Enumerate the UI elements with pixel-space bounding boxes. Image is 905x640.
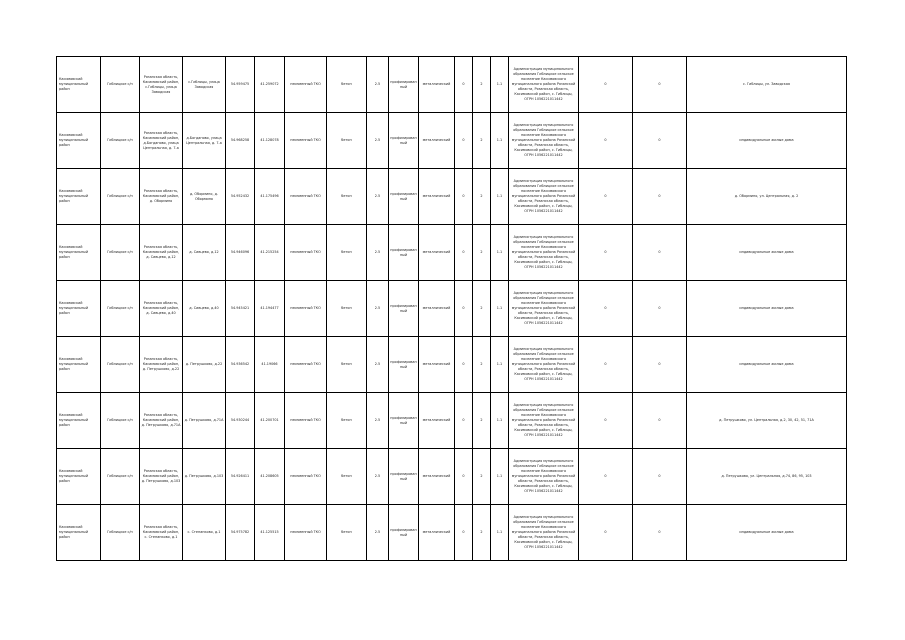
registry-table [56,56,847,561]
count-a-cell: 0 [455,169,473,225]
fence-cell: металлический [419,57,455,113]
latitude-cell: 54.945421 [226,281,255,337]
settlement-cell: Гиблицкое с/п [101,281,140,337]
count-b-cell: 2 [473,337,491,393]
count-d-cell: 0 [633,225,687,281]
count-c-cell: 0 [579,505,633,561]
district-cell: Касимовский муниципальный район [57,57,101,113]
fence-cell: металлический [419,169,455,225]
address-local-cell: д. Петрушково, д.71А [183,393,226,449]
area-cell: 2.5 [367,505,389,561]
surface-cell: бетон [327,225,367,281]
volume-cell: 1.1 [491,113,509,169]
fence-cell: металлический [419,281,455,337]
container-type-cell: профилированный [389,281,419,337]
count-b-cell: 2 [473,505,491,561]
count-a-cell: 0 [455,113,473,169]
settlement-cell: Гиблицкое с/п [101,449,140,505]
address-local-cell: д. Обормино, д. Обормино [183,169,226,225]
count-c-cell: 0 [579,225,633,281]
count-d-cell: 0 [633,113,687,169]
count-d-cell: 0 [633,393,687,449]
count-c-cell: 0 [579,337,633,393]
owner-cell: Администрация муниципального образования Гиблицкое сельское поселение Касимовского муниципального района Рязанской области, Рязанская область, Касимовский район, с. Гиблицы, ОГРН 1056221011442 [509,393,579,449]
count-d-cell: 0 [633,57,687,113]
district-cell: Касимовский муниципальный район [57,337,101,393]
longitude-cell: 41.200701 [255,393,285,449]
address-region-cell: Рязанская область, Касимовский район, д.Богданово, улица Центральная, д. 7-а [140,113,183,169]
table-row [57,57,847,113]
area-cell: 2.5 [367,281,389,337]
surface-cell: бетон [327,449,367,505]
fence-cell: металлический [419,393,455,449]
container-type-cell: профилированный [389,169,419,225]
address-region-cell: Рязанская область, Касимовский район, д. Петрушково, д.71А [140,393,183,449]
latitude-cell: 54.952432 [226,169,255,225]
address-local-cell: д. Сивцево, д.12 [183,225,226,281]
purpose-cell: неизменный ТКО [285,337,327,393]
latitude-cell: 54.946096 [226,225,255,281]
address-local-cell: д. Сивцево, д.40 [183,281,226,337]
surface-cell: бетон [327,505,367,561]
count-a-cell: 0 [455,281,473,337]
owner-cell: Администрация муниципального образования Гиблицкое сельское поселение Касимовского муниципального района Рязанской области, Рязанская область, Касимовский район, с. Гиблицы, ОГРН 1056221011442 [509,281,579,337]
owner-cell: Администрация муниципального образования Гиблицкое сельское поселение Касимовского муниципального района Рязанской области, Рязанская область, Касимовский район, с. Гиблицы, ОГРН 1056221011442 [509,169,579,225]
count-c-cell: 0 [579,169,633,225]
container-type-cell: профилированный [389,393,419,449]
district-cell: Касимовский муниципальный район [57,281,101,337]
count-d-cell: 0 [633,169,687,225]
longitude-cell: 41.259072 [255,57,285,113]
district-cell: Касимовский муниципальный район [57,505,101,561]
count-d-cell: 0 [633,449,687,505]
district-cell: Касимовский муниципальный район [57,449,101,505]
area-cell: 2.5 [367,225,389,281]
latitude-cell: 54.936542 [226,337,255,393]
settlement-cell: Гиблицкое с/п [101,393,140,449]
count-b-cell: 2 [473,57,491,113]
container-type-cell: профилированный [389,337,419,393]
surface-cell: бетон [327,113,367,169]
owner-cell: Администрация муниципального образования Гиблицкое сельское поселение Касимовского муниципального района Рязанской области, Рязанская область, Касимовский район, с. Гиблицы, ОГРН 1056221011442 [509,225,579,281]
address-region-cell: Рязанская область, Касимовский район, д. Сивцево, д.40 [140,281,183,337]
count-a-cell: 0 [455,225,473,281]
settlement-cell: Гиблицкое с/п [101,113,140,169]
table-row [57,393,847,449]
table-row [57,169,847,225]
sources-cell: д. Обормино, ул. Центральная, д. 2 [687,169,847,225]
purpose-cell: неизменный ТКО [285,505,327,561]
latitude-cell: 54.959475 [226,57,255,113]
volume-cell: 1.1 [491,337,509,393]
volume-cell: 1.1 [491,449,509,505]
latitude-cell: 54.930244 [226,393,255,449]
container-type-cell: профилированный [389,57,419,113]
area-cell: 2.5 [367,393,389,449]
district-cell: Касимовский муниципальный район [57,169,101,225]
table-row [57,337,847,393]
owner-cell: Администрация муниципального образования Гиблицкое сельское поселение Касимовского муниципального района Рязанской области, Рязанская область, Касимовский район, с. Гиблицы, ОГРН 1056221011442 [509,113,579,169]
longitude-cell: 41.175496 [255,169,285,225]
longitude-cell: 41.128078 [255,113,285,169]
latitude-cell: 54.975782 [226,505,255,561]
table-row [57,113,847,169]
surface-cell: бетон [327,393,367,449]
count-a-cell: 0 [455,57,473,113]
count-c-cell: 0 [579,449,633,505]
container-type-cell: профилированный [389,505,419,561]
purpose-cell: неизменный ТКО [285,393,327,449]
purpose-cell: неизменный ТКО [285,449,327,505]
settlement-cell: Гиблицкое с/п [101,169,140,225]
sources-cell: с. Гиблицы, ул. Заводская [687,57,847,113]
purpose-cell: неизменный ТКО [285,113,327,169]
fence-cell: металлический [419,449,455,505]
address-local-cell: с. Степанково, д.1 [183,505,226,561]
sources-cell: д. Петрушково, ул. Центральная, д.74, 86, 95, 103 [687,449,847,505]
surface-cell: бетон [327,57,367,113]
settlement-cell: Гиблицкое с/п [101,337,140,393]
count-b-cell: 2 [473,449,491,505]
container-type-cell: профилированный [389,225,419,281]
volume-cell: 1.1 [491,169,509,225]
address-region-cell: Рязанская область, Касимовский район, д. Петрушково, д.103 [140,449,183,505]
address-region-cell: Рязанская область, Касимовский район, д. Обормино [140,169,183,225]
volume-cell: 1.1 [491,57,509,113]
volume-cell: 1.1 [491,281,509,337]
purpose-cell: неизменный ТКО [285,225,327,281]
sources-cell: индивидуальные жилые дома [687,225,847,281]
district-cell: Касимовский муниципальный район [57,113,101,169]
settlement-cell: Гиблицкое с/п [101,225,140,281]
longitude-cell: 41.215254 [255,225,285,281]
longitude-cell: 41.194477 [255,281,285,337]
area-cell: 2.5 [367,337,389,393]
address-region-cell: Рязанская область, Касимовский район, д. Петрушково, д.22 [140,337,183,393]
area-cell: 2.5 [367,113,389,169]
volume-cell: 1.1 [491,393,509,449]
purpose-cell: неизменный ТКО [285,169,327,225]
count-a-cell: 0 [455,449,473,505]
owner-cell: Администрация муниципального образования Гиблицкое сельское поселение Касимовского муниципального района Рязанской области, Рязанская область, Касимовский район, с. Гиблицы, ОГРН 1056221011442 [509,337,579,393]
table-row [57,281,847,337]
longitude-cell: 41.208605 [255,449,285,505]
volume-cell: 1.1 [491,225,509,281]
fence-cell: металлический [419,225,455,281]
sources-cell: индивидуальные жилые дома [687,505,847,561]
table-body [57,57,847,561]
count-d-cell: 0 [633,281,687,337]
volume-cell: 1.1 [491,505,509,561]
container-type-cell: профилированный [389,113,419,169]
count-b-cell: 2 [473,225,491,281]
count-c-cell: 0 [579,393,633,449]
owner-cell: Администрация муниципального образования Гиблицкое сельское поселение Касимовского муниципального района Рязанской области, Рязанская область, Касимовский район, с. Гиблицы, ОГРН 1056221011442 [509,57,579,113]
surface-cell: бетон [327,169,367,225]
count-c-cell: 0 [579,57,633,113]
surface-cell: бетон [327,281,367,337]
address-local-cell: д.Богданово, улица Центральная, д. 7-а [183,113,226,169]
area-cell: 2.5 [367,449,389,505]
longitude-cell: 41.19066 [255,337,285,393]
count-b-cell: 2 [473,281,491,337]
owner-cell: Администрация муниципального образования Гиблицкое сельское поселение Касимовского муниципального района Рязанской области, Рязанская область, Касимовский район, с. Гиблицы, ОГРН 1056221011442 [509,449,579,505]
sources-cell: индивидуальные жилые дома [687,113,847,169]
area-cell: 2.5 [367,169,389,225]
fence-cell: металлический [419,505,455,561]
count-a-cell: 0 [455,337,473,393]
address-local-cell: д. Петрушково, д.22 [183,337,226,393]
count-c-cell: 0 [579,113,633,169]
fence-cell: металлический [419,113,455,169]
count-a-cell: 0 [455,393,473,449]
address-local-cell: с.Гиблицы, улица Заводская [183,57,226,113]
owner-cell: Администрация муниципального образования Гиблицкое сельское поселение Касимовского муниципального района Рязанской области, Рязанская область, Касимовский район, с. Гиблицы, ОГРН 1056221011442 [509,505,579,561]
district-cell: Касимовский муниципальный район [57,225,101,281]
count-b-cell: 2 [473,113,491,169]
longitude-cell: 41.125515 [255,505,285,561]
surface-cell: бетон [327,337,367,393]
count-d-cell: 0 [633,337,687,393]
purpose-cell: неизменный ТКО [285,57,327,113]
sources-cell: д. Петрушково, ул. Центральная, д.2, 30, 42, 51, 71А [687,393,847,449]
settlement-cell: Гиблицкое с/п [101,57,140,113]
purpose-cell: неизменный ТКО [285,281,327,337]
settlement-cell: Гиблицкое с/п [101,505,140,561]
district-cell: Касимовский муниципальный район [57,393,101,449]
count-c-cell: 0 [579,281,633,337]
container-type-cell: профилированный [389,449,419,505]
count-b-cell: 2 [473,169,491,225]
count-a-cell: 0 [455,505,473,561]
address-region-cell: Рязанская область, Касимовский район, с.Гиблицы, улица Заводская [140,57,183,113]
address-local-cell: д. Петрушково, д.103 [183,449,226,505]
table-row [57,449,847,505]
table-row [57,225,847,281]
sources-cell: индивидуальные жилые дома [687,281,847,337]
count-d-cell: 0 [633,505,687,561]
area-cell: 2.5 [367,57,389,113]
count-b-cell: 2 [473,393,491,449]
sources-cell: индивидуальные жилые дома [687,337,847,393]
latitude-cell: 54.926411 [226,449,255,505]
latitude-cell: 54.968258 [226,113,255,169]
fence-cell: металлический [419,337,455,393]
address-region-cell: Рязанская область, Касимовский район, с. Степанково, д.1 [140,505,183,561]
table-row [57,505,847,561]
address-region-cell: Рязанская область, Касимовский район, д. Сивцево, д.12 [140,225,183,281]
